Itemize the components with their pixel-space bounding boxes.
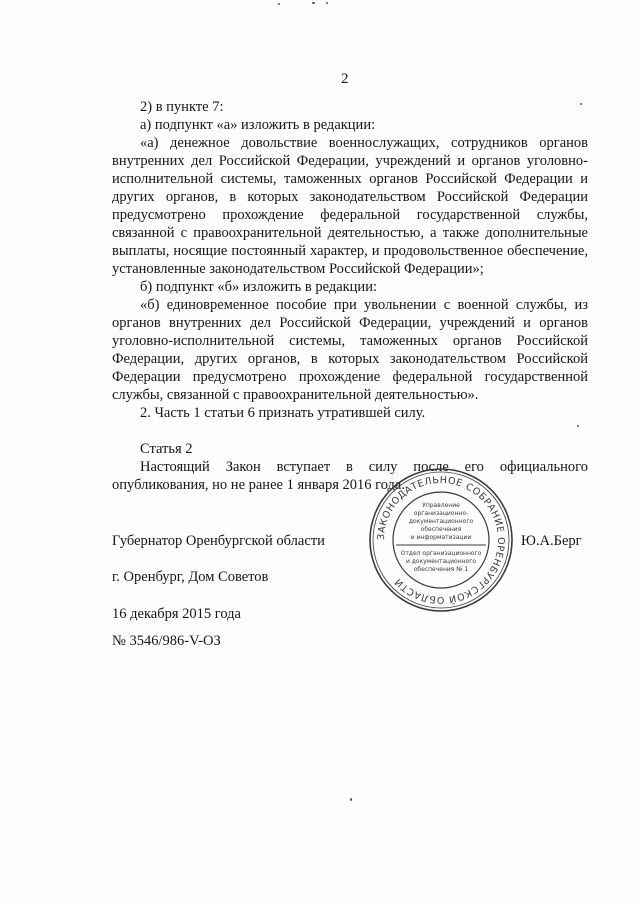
scan-speck (350, 798, 352, 801)
scan-speck (580, 103, 582, 105)
signing-date: 16 декабря 2015 года (112, 606, 241, 622)
body-line: «а) денежное довольствие военнослужащих, сотрудников органов (140, 135, 588, 151)
seal-inner-text: документационного (408, 518, 474, 525)
body-line: Федерации предусмотрено прохождение федеральной государственной (112, 369, 588, 385)
body-line: выплаты, носящие постоянный характер, и продовольственное обеспечение, (112, 243, 588, 259)
seal-ring-text: ЗАКОНОДАТЕЛЬНОЕ СОБРАНИЕ ОРЕНБУРГСКОЙ ОБЛАСТИ (375, 474, 507, 606)
seal-inner-text: Отдел организационного (400, 550, 482, 557)
body-line: службы, связанной с правоохранительной деятельностью». (112, 387, 479, 403)
article-line: опубликования, но не ранее 1 января 2016 года. (112, 477, 405, 493)
scan-speck (278, 3, 280, 5)
article-line: Настоящий Закон вступает в силу после его официального (140, 459, 588, 475)
seal-inner-text: обеспечения № 1 (413, 566, 469, 573)
article-heading: Статья 2 (140, 441, 193, 457)
seal-inner-text: организационно- (413, 510, 469, 517)
body-line: 2) в пункте 7: (140, 99, 224, 115)
body-line: 2. Часть 1 статьи 6 признать утратившей силу. (140, 405, 426, 421)
scan-speck (577, 425, 579, 427)
body-line: связанной с правоохранительной деятельностью, а также дополнительные (112, 225, 588, 241)
body-line: Федерации, других органов, в которых законодательством Российской (112, 351, 588, 367)
page-number: 2 (341, 71, 349, 87)
signatory-position: Губернатор Оренбургской области (112, 533, 325, 549)
official-seal (366, 465, 516, 615)
scan-speck (312, 2, 315, 4)
body-line: установленные законодательством Российской Федерации»; (112, 261, 484, 277)
seal-inner-text: и информатизации (410, 534, 472, 541)
seal-inner-text: Управление (422, 502, 460, 509)
scan-speck (326, 2, 328, 4)
body-line: исполнительной системы, таможенных органов Российской Федерации и (112, 171, 588, 187)
body-line: других органов, в которых законодательством Российской Федерации (112, 189, 588, 205)
body-line: уголовно-исполнительной системы, таможенных органов Российской (112, 333, 588, 349)
body-line: «б) единовременное пособие при увольнении с военной службы, из (140, 297, 588, 313)
body-line: а) подпункт «а» изложить в редакции: (140, 117, 376, 133)
body-line: органов внутренних дел Российской Федерации, учреждений и органов (112, 315, 588, 331)
body-line: внутренних дел Российской Федерации, учреждений и органов уголовно- (112, 153, 588, 169)
body-line: б) подпункт «б» изложить в редакции: (140, 279, 377, 295)
signing-place: г. Оренбург, Дом Советов (112, 569, 269, 585)
body-line: предусмотрено прохождение федеральной государственной службы, (112, 207, 588, 223)
signatory-name: Ю.А.Берг (521, 533, 582, 549)
seal-inner-text: обеспечения (420, 526, 462, 533)
law-number: № 3546/986-V-ОЗ (112, 633, 221, 649)
seal-inner-text: и документационного (405, 558, 477, 565)
